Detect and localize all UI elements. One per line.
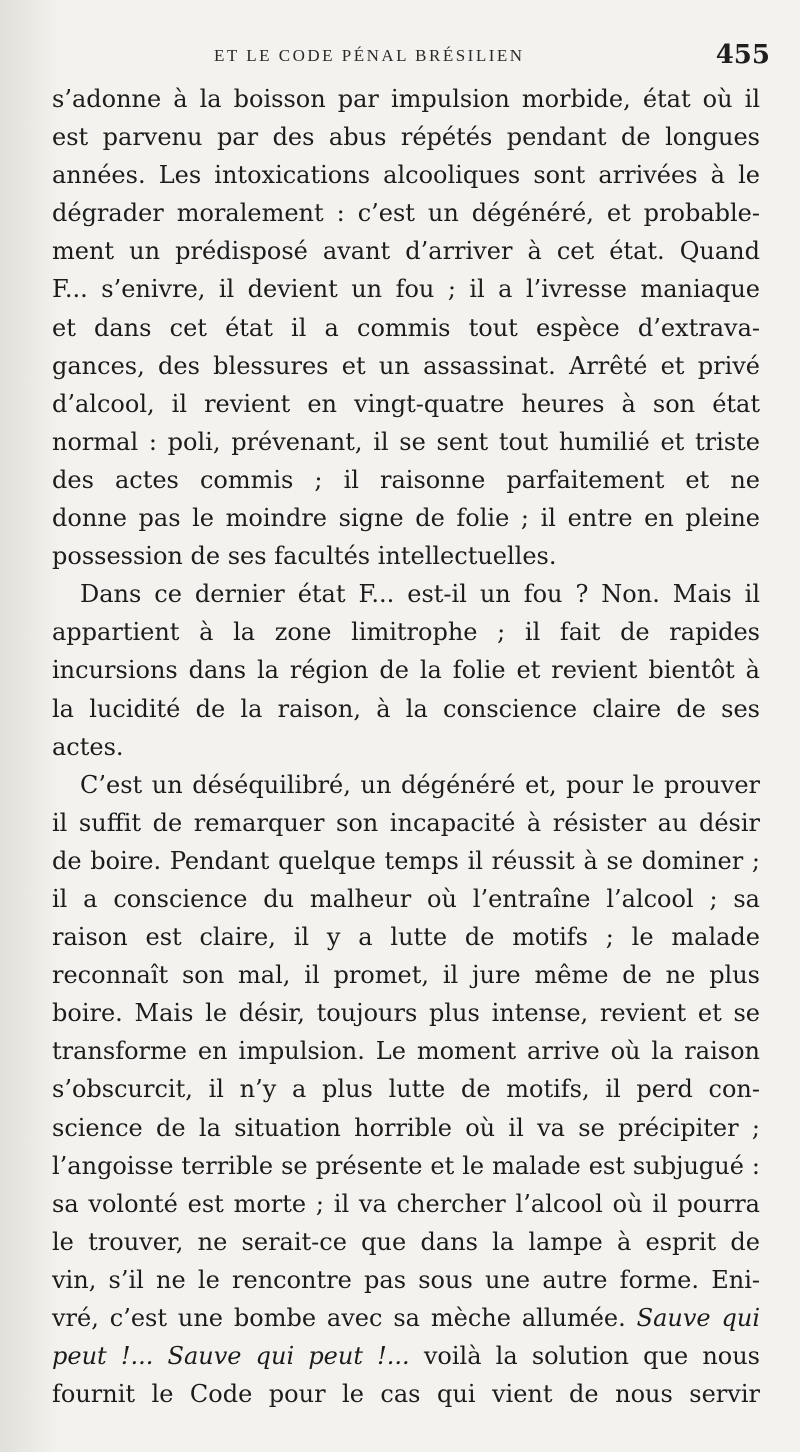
text-line-mixed (52, 1337, 760, 1375)
text-line: années. Les intoxications alcooliques sont arrivées à le (52, 161, 760, 190)
text-line: de boire. Pendant quelque temps il réussit à se dominer ; (52, 846, 760, 875)
text-line: la lucidité de la raison, à la conscience claire de ses (52, 694, 760, 723)
text-line: s’adonne à la boisson par impulsion morbide, état où il (52, 85, 760, 113)
text-line: ment un prédisposé avant d’arriver à cet état. Quand (52, 237, 760, 266)
text-line: reconnaît son mal, il promet, il jure même de ne plus (52, 961, 760, 990)
text-line: transforme en impulsion. Le moment arrive où la raison (52, 1037, 760, 1066)
text-line: il a conscience du malheur où l’entraîne l’alcool ; sa (52, 884, 760, 913)
text-line: F... s’enivre, il devient un fou ; il a l’ivresse maniaque (52, 275, 760, 304)
text-line: est parvenu par des abus répétés pendant de longues (52, 123, 760, 152)
text-line: dégrader moralement : c’est un dégénéré, et probable- (52, 199, 760, 228)
text-line: normal : poli, prévenant, il se sent tout humilié et triste (52, 427, 760, 456)
text-line: il suffit de remarquer son incapacité à résister au désir (52, 808, 760, 837)
text-line: possession de ses facultés intellectuelles. (52, 542, 557, 571)
text-line-mixed (52, 1299, 760, 1337)
running-title: ET LE CODE PÉNAL BRÉSILIEN (214, 46, 525, 65)
text-line: science de la situation horrible où il va se précipiter ; (52, 1113, 760, 1142)
text-line: vin, s’il ne le rencontre pas sous une autre forme. Eni- (52, 1265, 760, 1294)
text-line: raison est claire, il y a lutte de motifs ; le malade (52, 923, 760, 952)
text-line: C’est un déséquilibré, un dégénéré et, pour le prouver (80, 770, 760, 799)
body-text (52, 80, 760, 1413)
text-roman: voilà la solution que nous (409, 1342, 760, 1371)
text-line: actes. (52, 732, 124, 761)
text-italic: peut !... Sauve qui peut !... (52, 1342, 410, 1371)
text-line: fournit le Code pour le cas qui vient de nous servir (52, 1380, 760, 1409)
page-number: 455 (715, 40, 770, 70)
text-line: boire. Mais le désir, toujours plus intense, revient et se (52, 999, 760, 1028)
running-head (0, 40, 800, 74)
text-line: sa volonté est morte ; il va chercher l’alcool où il pourra (52, 1189, 760, 1218)
text-line: d’alcool, il revient en vingt-quatre heures à son état (52, 389, 760, 418)
text-line: et dans cet état il a commis tout espèce d’extrava- (52, 313, 760, 342)
text-line: des actes commis ; il raisonne parfaitement et ne (52, 465, 760, 494)
text-line: le trouver, ne serait-ce que dans la lampe à esprit de (52, 1227, 760, 1256)
text-line: s’obscurcit, il n’y a plus lutte de motifs, il perd con- (52, 1075, 760, 1104)
text-italic: Sauve qui (636, 1304, 761, 1332)
text-line: l’angoisse terrible se présente et le malade est subjugué : (52, 1151, 760, 1180)
text-line: Dans ce dernier état F... est-il un fou ? Non. Mais il (80, 580, 760, 609)
text-line: gances, des blessures et un assassinat. Arrêté et privé (52, 351, 760, 380)
text-line: appartient à la zone limitrophe ; il fait de rapides (52, 618, 760, 647)
text-line: donne pas le moindre signe de folie ; il entre en pleine (52, 504, 760, 533)
text-roman: vré, c’est une bombe avec sa mèche allumée. (52, 1304, 637, 1332)
text-line: incursions dans la région de la folie et revient bientôt à (52, 656, 760, 685)
